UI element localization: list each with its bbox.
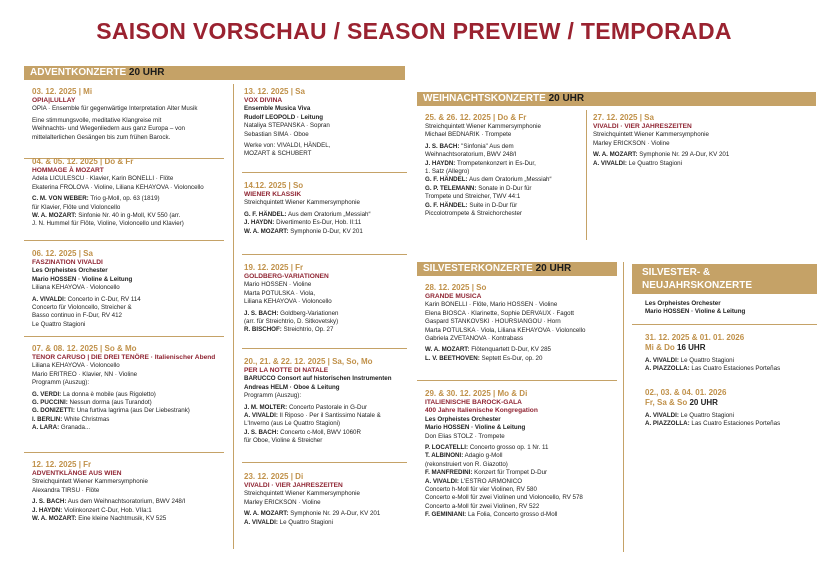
event-line: Streichquintett Wiener Kammersymphonie: [244, 490, 360, 498]
repertoire-item: [32, 507, 232, 515]
work: Violinkonzert C-Dur, Hob. VIIa:1: [64, 506, 152, 514]
event-line: Mario ERITREO · Klavier, NN · Violine: [32, 370, 138, 378]
work: Eine kleine Nachtmusik, KV 525: [78, 515, 167, 523]
event-title: FASZINATION VIVALDI: [32, 259, 103, 266]
composer: W. A. MOZART:: [32, 515, 77, 523]
work-continued: (arr. für Streichtrio, D. Sitkovetsky): [244, 318, 339, 326]
work: Granada...: [60, 424, 91, 432]
performer: Mario HOSSEN · Violine & Leitung: [425, 424, 526, 432]
repertoire-item: [244, 404, 414, 412]
event-line: Marley ERICKSON · Violine: [593, 139, 670, 147]
event-line: Programm (Auszug):: [32, 379, 90, 387]
repertoire-item: [425, 185, 585, 193]
repertoire-item: [244, 326, 409, 334]
event-block: [425, 388, 625, 520]
event-title: OPIA|LULLAY: [32, 97, 76, 104]
page-title: SAISON VORSCHAU / SEASON PREVIEW / TEMPORADA: [96, 18, 732, 44]
composer: G. F. HÄNDEL:: [425, 176, 468, 184]
neujahr-time-2: 20 UHR: [689, 398, 718, 408]
neujahr-block: [645, 300, 820, 428]
work: Aus dem Weihnachtsoratorium, BWV 248/I: [67, 498, 186, 506]
divider: [233, 84, 234, 549]
event-title: GRANDE MUSICA: [425, 293, 482, 300]
event-block: [32, 248, 227, 329]
composer: J. S. BACH:: [244, 309, 279, 317]
work: Konzert für Trompet D-Dur: [474, 469, 548, 477]
repertoire-item: [244, 429, 414, 437]
repertoire-item: [425, 160, 585, 168]
work: La Folia, Concerto grosso d-Moll: [467, 511, 558, 519]
work: Concerto in C-Dur, RV 114: [67, 295, 141, 303]
performer: Andreas HELM · Oboe & Leitung: [244, 383, 340, 391]
event-title: ITALIENISCHE BAROCK-GALA: [425, 399, 522, 406]
event-title: VIVALDI · VIER JAHRESZEITEN: [593, 123, 692, 130]
composer: A. VIVALDI:: [593, 159, 627, 167]
neujahr-banner: SILVESTER- & NEUJAHRSKONZERTE: [632, 264, 817, 294]
composer: A. PIAZZOLLA:: [645, 365, 690, 373]
repertoire-item: [244, 219, 409, 227]
repertoire-item: [32, 399, 232, 407]
event-block: [32, 459, 232, 523]
divider: [242, 462, 407, 463]
event-line: Gabriela ZVETANOVA · Kontrabass: [425, 335, 524, 343]
work: Trio g-Moll, op. 63 (1819): [90, 195, 160, 203]
composer: J. S. BACH:: [32, 498, 67, 506]
composer: G. VERDI:: [32, 390, 62, 398]
event-block: [425, 282, 620, 363]
weihnacht-label: WEIHNACHTSKONZERTE: [423, 93, 546, 104]
event-date: 14.12. 2025 | So: [244, 181, 304, 190]
event-block: [32, 343, 232, 433]
composer: A. VIVALDI:: [425, 477, 459, 485]
repertoire-item: [244, 510, 414, 518]
composer: G. P. TELEMANN:: [425, 184, 477, 192]
repertoire-item: [593, 160, 818, 168]
event-date: 04. & 05. 12. 2025 | Do & Fr: [32, 157, 134, 166]
event-title: HOMMAGE À MOZART: [32, 167, 104, 174]
repertoire-item: [425, 176, 585, 184]
event-line: Mario HOSSEN · Violine: [244, 281, 312, 289]
event-date: 25. & 26. 12. 2025 | Do & Fr: [425, 113, 527, 122]
work: Aus dem Oratorium „Messiah“: [469, 176, 552, 184]
work: Las Cuatro Estaciones Porteñas: [691, 365, 781, 373]
event-date: 19. 12. 2025 | Fr: [244, 263, 304, 272]
repertoire-item: [425, 478, 625, 486]
repertoire-item: [425, 452, 625, 460]
work-continued: für Oboe, Violine & Streicher: [244, 437, 323, 445]
work: Goldberg-Variationen: [280, 309, 339, 317]
event-title: VOX DIVINA: [244, 97, 283, 104]
event-line: Ekaterina FROLOVA · Violine, Liliana KEHAYOVA · Violoncello: [32, 183, 204, 191]
neujahr-days-2: Fr, Sa & So: [645, 398, 688, 408]
event-line: Liliana KEHAYOVA · Violoncello: [244, 298, 332, 306]
performer: Mario HOSSEN · Violine & Leitung: [32, 275, 133, 283]
repertoire-item: [244, 228, 409, 236]
advent-time: 20 UHR: [128, 67, 165, 78]
composer: A. VIVALDI:: [645, 411, 679, 419]
event-line: OPIA · Ensemble für gegenwärtige Interpretation Alter Musik: [32, 105, 198, 113]
work: Una furtiva lagrima (aus Der Liebestrank): [76, 407, 190, 415]
work: Sonate in D-Dur für: [478, 184, 532, 192]
repertoire-item: [425, 346, 620, 354]
composer: G. PUCCINI:: [32, 399, 68, 407]
repertoire-item: [425, 469, 625, 477]
event-block: [244, 86, 409, 159]
work-continued: für Klavier, Flöte und Violoncello: [32, 203, 121, 211]
work: Divertimento Es-Dur, Hob. II:11: [276, 219, 362, 227]
work: Le Quattro Stagioni: [628, 159, 682, 167]
event-date: 07. & 08. 12. 2025 | So & Mo: [32, 344, 137, 353]
divider: [24, 452, 224, 453]
event-line: Streichquintett Wiener Kammersymphonie: [32, 478, 148, 486]
work: Septett Es-Dur, op. 20: [481, 354, 543, 362]
weihnacht-banner: [417, 92, 816, 106]
divider: [417, 380, 617, 381]
repertoire-item: [32, 296, 227, 304]
composer: A. LARA:: [32, 424, 60, 432]
silvester-label: SILVESTERKONZERTE: [423, 263, 533, 274]
event-date: 20., 21. & 22. 12. 2025 | Sa, So, Mo: [244, 357, 373, 366]
composer: G. F. HÄNDEL:: [244, 210, 287, 218]
work: Aus dem Oratorium „Messiah“: [288, 210, 371, 218]
composer: J. S. BACH:: [425, 142, 460, 150]
event-date: 29. & 30. 12. 2025 | Mo & Di: [425, 389, 528, 398]
work-continued: L'Inverno (aus Le Quattro Stagioni): [244, 420, 341, 428]
work-continued: Concerto für Violoncello, Streicher &: [32, 304, 132, 312]
event-line: Karin BONELLI · Flöte, Mario HOSSEN · Violine: [425, 301, 558, 309]
repertoire-item: [244, 412, 414, 420]
work: Symphonie Nr. 29 A-Dur, KV 201: [290, 510, 381, 518]
neujahr-time-1: 16 UHR: [677, 343, 706, 353]
event-block: [244, 180, 409, 236]
composer: L. V. BEETHOVEN:: [425, 354, 480, 362]
event-line: Liliana KEHAYOVA · Violoncello: [32, 284, 120, 292]
composer: W. A. MOZART:: [32, 212, 77, 220]
event-block: [244, 356, 414, 446]
divider: [24, 336, 224, 337]
weihnacht-time: 20 UHR: [548, 93, 585, 104]
composer: A. VIVALDI:: [645, 356, 679, 364]
event-title: GOLDBERG-VARIATIONEN: [244, 273, 329, 280]
repertoire-item: [32, 391, 232, 399]
work: Adagio g-Moll: [464, 452, 503, 460]
composer: R. BISCHOF:: [244, 326, 282, 334]
work-continued: 1. Satz (Allegro): [425, 168, 470, 176]
work: Symphonie Nr. 29 A-Dur, KV 201: [639, 151, 730, 159]
event-line: Marley ERICKSON · Violine: [244, 498, 321, 506]
silvester-banner: [417, 262, 617, 276]
performer: Rudolf LEOPOLD · Leitung: [244, 113, 324, 121]
work-continued: Piccolotrompete & Streichorchester: [425, 210, 522, 218]
event-line: Marta POTULSKA · Viola,: [244, 289, 316, 297]
composer: J. M. MOLTER:: [244, 403, 288, 411]
divider: [242, 348, 407, 349]
silvester-time: 20 UHR: [535, 263, 572, 274]
work: Streichtrio, Op. 27: [283, 326, 334, 334]
event-line: mittelalterlichen Gesängen bis zum frühen Barock.: [32, 133, 171, 141]
event-block: [32, 86, 227, 142]
work: Le Quattro Stagioni: [680, 356, 734, 364]
repertoire-item: [32, 515, 232, 523]
event-line: Adela LICULESCU · Klavier, Karin BONELLI · Flöte: [32, 175, 174, 183]
work: Concerto Pastorale in G-Dur: [288, 403, 368, 411]
composer: G. DONIZETTI:: [32, 407, 75, 415]
repertoire-item: [32, 195, 232, 203]
performer: Les Orpheistes Orchester: [32, 267, 108, 275]
performer: BARUCCO Consort auf historischen Instrumenten: [244, 375, 392, 383]
event-date: 23. 12. 2025 | Di: [244, 472, 304, 481]
event-line: Streichquintett Wiener Kammersymphonie: [593, 131, 709, 139]
composer: T. ALBINONI:: [425, 452, 464, 460]
event-line: Don Elias STOLZ · Trompete: [425, 432, 505, 440]
event-block: [425, 112, 585, 218]
composer: A. PIAZZOLLA:: [645, 420, 690, 428]
work-continued: Weihnachtsoratorium, BWV 248/I: [425, 151, 517, 159]
composer: J. HAYDN:: [425, 159, 456, 167]
repertoire-item: [425, 511, 625, 519]
event-line: Marta POTULSKA · Viola, Liliana KEHAYOVA · Violoncello: [425, 326, 586, 334]
neujahr-leader: Mario HOSSEN · Violine & Leitung: [645, 308, 746, 316]
work-continued: Trompete und Streicher, TWV 44:1: [425, 193, 521, 201]
composer: J. HAYDN:: [244, 219, 275, 227]
composer: A. VIVALDI:: [244, 518, 278, 526]
work: "Sinfonia" Aus dem: [461, 142, 514, 150]
event-title: ADVENTKLÄNGE AUS WIEN: [32, 470, 122, 477]
repertoire-item: [244, 310, 409, 318]
event-subtitle: 400 Jahre Italienische Kongregation: [425, 407, 538, 415]
work: Concerto grosso op. 1 Nr. 11: [469, 444, 549, 452]
event-line: Liliana KEHAYOVA · Violoncello: [32, 362, 120, 370]
divider: [586, 110, 587, 240]
event-block: [244, 471, 414, 527]
work-continued: J. N. Hummel für Flöte, Violine, Violoncello und Klavier): [32, 220, 184, 228]
work-continued: Concerto e-Moll für zwei Violinen und Violoncello, RV 578: [425, 494, 583, 502]
repertoire-item: [32, 424, 232, 432]
repertoire-item: [425, 355, 620, 363]
repertoire-item: [425, 143, 585, 151]
work: Symphonie D-Dur, KV 201: [290, 227, 363, 235]
composer: A. VIVALDI:: [32, 295, 66, 303]
composer: J. HAYDN:: [32, 506, 63, 514]
event-line: Nataliya STEPANSKA · Sopran: [244, 122, 330, 130]
event-block: [593, 112, 818, 168]
event-block: [32, 156, 232, 229]
work-continued: Concerto a-Moll für zwei Violinen, RV 522: [425, 502, 540, 510]
event-date: 03. 12. 2025 | Mi: [32, 87, 93, 96]
event-date: 12. 12. 2025 | Fr: [32, 460, 92, 469]
work: Concerto c-Moll, BWV 1060R: [280, 428, 361, 436]
event-line: Alexandra TIRSU · Flöte: [32, 486, 100, 494]
repertoire-item: [593, 151, 818, 159]
repertoire-item: [32, 407, 232, 415]
repertoire-item: [244, 519, 414, 527]
work: Le Quattro Stagioni: [680, 411, 734, 419]
repertoire-item: [244, 211, 409, 219]
event-line: MOZART & SCHUBERT: [244, 150, 312, 158]
event-date: 13. 12. 2025 | Sa: [244, 87, 305, 96]
composer: W. A. MOZART:: [244, 510, 289, 518]
work: Il Riposo · Per il Santissimo Natale &: [279, 412, 381, 420]
event-line: Streichquintett Wiener Kammersymphonie: [425, 123, 541, 130]
composer: A. VIVALDI:: [244, 412, 278, 420]
work-continued: (rekonstruiert von R. Giazotto): [425, 460, 508, 468]
composer: W. A. MOZART:: [244, 227, 289, 235]
composer: G. F. HÄNDEL:: [425, 201, 468, 209]
event-title: TENOR CARUSO | DIE DREI TENÖRE · Italienischer Abend: [32, 354, 216, 361]
neujahr-date-2: 02., 03. & 04. 01. 2026: [645, 387, 727, 397]
work-continued: Le Quattro Stagioni: [32, 320, 86, 328]
advent-label: ADVENTKONZERTE: [30, 67, 127, 78]
composer: I. BERLIN:: [32, 415, 63, 423]
repertoire-item: [32, 212, 232, 220]
divider: [24, 240, 224, 241]
event-date: 28. 12. 2025 | So: [425, 283, 487, 292]
event-line: Gaspard STANKOVSKI · HOURSIANGOU · Horn: [425, 318, 561, 326]
event-line: Weihnachts- und Wiegenliedern aus ganz Europa – von: [32, 125, 185, 133]
work: La donna è mobile (aus Rigoletto): [62, 390, 156, 398]
composer: F. GEMINIANI:: [425, 511, 467, 519]
neujahr-days-1: Mi & Do: [645, 343, 675, 353]
event-title: VIVALDI · VIER JAHRESZEITEN: [244, 482, 343, 489]
neujahr-date-1: 31. 12. 2025 & 01. 01. 2026: [645, 332, 745, 342]
event-block: [244, 262, 409, 335]
event-line: Eine stimmungsvolle, meditative Klangreise mit: [32, 116, 162, 124]
event-title: WIENER KLASSIK: [244, 191, 302, 198]
event-line: Streichquintett Wiener Kammersymphonie: [244, 199, 360, 207]
divider: [242, 254, 407, 255]
event-line: Sebastian SIMA · Oboe: [244, 130, 309, 138]
repertoire-item: [32, 498, 232, 506]
work: Las Cuatro Estaciones Porteñas: [691, 420, 781, 428]
event-line: Programm (Auszug):: [244, 392, 302, 400]
work: Flötenquartett D-Dur, KV 285: [471, 346, 551, 354]
repertoire-item: [32, 416, 232, 424]
work-continued: Basso continuo in F-Dur, RV 412: [32, 312, 122, 320]
repertoire-item: [425, 444, 625, 452]
event-line: Werke von: VIVALDI, HÄNDEL,: [244, 142, 331, 150]
event-line: Elena BIOSCA · Klarinette, Sophie DERVAUX · Fagott: [425, 309, 575, 317]
composer: C. M. VON WEBER:: [32, 195, 89, 203]
work: Sinfonie Nr. 40 in g-Moll, KV 550 (arr.: [78, 212, 181, 220]
composer: W. A. MOZART:: [425, 346, 470, 354]
composer: W. A. MOZART:: [593, 151, 638, 159]
composer: F. MANFREDINI:: [425, 469, 473, 477]
work: Le Quattro Stagioni: [279, 518, 333, 526]
work-continued: Concerto h-Moll für vier Violinen, RV 580: [425, 486, 537, 494]
event-line: Michael BEDNARIK · Trompete: [425, 131, 512, 139]
work: Nessun dorma (aus Turandot): [69, 399, 152, 407]
divider: [242, 172, 407, 173]
event-title: PER LA NOTTE DI NATALE: [244, 367, 329, 374]
composer: P. LOCATELLI:: [425, 444, 469, 452]
work: Suite in D-Dur für: [469, 201, 518, 209]
composer: J. S. BACH:: [244, 428, 279, 436]
advent-banner: [24, 66, 405, 80]
work: White Christmas: [63, 415, 110, 423]
performer: Les Orpheistes Orchester: [425, 415, 501, 423]
repertoire-item: [425, 202, 585, 210]
event-date: 06. 12. 2025 | Sa: [32, 249, 93, 258]
work: Trompetenkonzert in Es-Dur,: [456, 159, 536, 167]
performer: Ensemble Musica Viva: [244, 105, 311, 113]
event-date: 27. 12. 2025 | Sa: [593, 113, 654, 122]
neujahr-orchestra: Les Orpheistes Orchester: [645, 300, 721, 307]
work: L'ESTRO ARMONICO: [460, 477, 523, 485]
